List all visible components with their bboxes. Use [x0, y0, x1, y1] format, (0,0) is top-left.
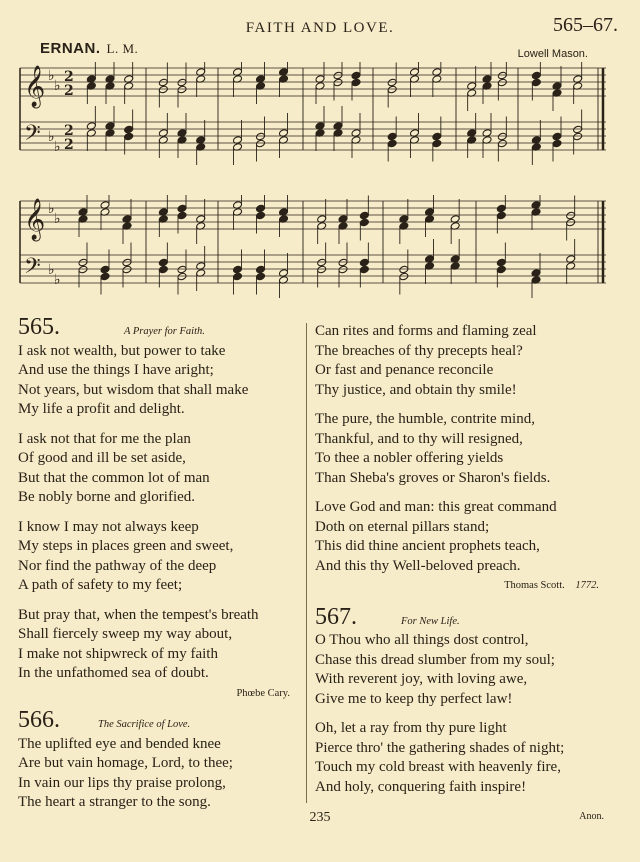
hymn-566-heading: [18, 707, 300, 735]
verse-line: Can rites and forms and flaming zeal: [315, 323, 537, 339]
verse-line: To thee a nobler offering yields: [315, 450, 504, 466]
svg-text:♭: ♭: [48, 262, 55, 278]
tune-name: [40, 40, 138, 57]
verse-line: And this thy Well-beloved preach.: [315, 557, 521, 574]
right-column: [315, 322, 605, 807]
hymn-range: 565–67.: [553, 14, 618, 36]
verse-line: Pierce thro' the gathering shades of night;: [315, 739, 565, 756]
svg-text:𝄞: 𝄞: [24, 66, 46, 107]
verse-line: But pray that, when the tempest's breath: [18, 606, 259, 623]
stanza: [18, 735, 300, 813]
hymn-565-title: A Prayer for Faith.: [124, 326, 205, 337]
verse-line: Or fast and penance reconcile: [315, 362, 494, 378]
hymn-567-heading: [315, 604, 605, 632]
svg-text:2: 2: [64, 137, 74, 153]
tune-title: ERNAN.: [40, 40, 101, 57]
svg-text:2: 2: [64, 123, 74, 139]
hymn-566-author: [315, 576, 599, 596]
hymn-566-author-name: Thomas Scott.: [504, 580, 565, 591]
verse-line: Than Sheba's groves or Sharon's fields.: [315, 469, 551, 486]
verse-line: I make not shipwreck of my faith: [18, 645, 218, 662]
verse-line: I know I may not always keep: [18, 518, 199, 535]
verse-line: Not years, but wisdom that shall make: [18, 381, 249, 398]
stanza: [18, 430, 300, 508]
svg-text:𝄢: 𝄢: [24, 121, 41, 151]
hymn-565-author: Phœbe Cary.: [236, 687, 290, 699]
stanza: [315, 322, 605, 400]
verse-line: But that the common lot of man: [18, 469, 210, 486]
verse-line: Thy justice, and obtain thy smile!: [315, 381, 517, 398]
verse-line: Nor find the pathway of the deep: [18, 557, 217, 574]
composer: Lowell Mason.: [517, 48, 588, 60]
verse-line: Of good and ill be set aside,: [18, 450, 186, 466]
verse-line: Oh, let a ray from thy pure light: [315, 720, 507, 736]
verse-line: I ask not wealth, but power to take: [18, 342, 226, 359]
stanza: [315, 498, 605, 576]
verse-line: The heart a stranger to the song.: [18, 794, 211, 810]
svg-text:♭: ♭: [54, 139, 61, 155]
page-number: 235: [309, 810, 331, 825]
verse-line: And use the things I have aright;: [18, 362, 214, 378]
svg-text:2: 2: [64, 83, 74, 99]
hymn-565-number: 565.: [18, 314, 60, 340]
hymn-567-author: Anon.: [579, 811, 604, 822]
svg-text:♭: ♭: [54, 211, 61, 227]
stanza: [18, 518, 300, 596]
svg-text:♭: ♭: [48, 68, 55, 84]
music-system-1: [18, 62, 608, 170]
svg-text:♭: ♭: [48, 129, 55, 145]
verse-line: Doth on eternal pillars stand;: [315, 518, 490, 535]
stanza: [18, 342, 300, 420]
verse-line: Love God and man: this great command: [315, 499, 557, 515]
verse-line: This did thine ancient prophets teach,: [315, 538, 540, 554]
stanza: [315, 410, 605, 488]
left-column: [18, 314, 300, 823]
verse-line: Are but vain homage, Lord, to thee;: [18, 755, 233, 771]
verse-line: My life a profit and delight.: [18, 401, 185, 417]
stanza: [18, 606, 300, 684]
verse-line: I ask not that for me the plan: [18, 430, 191, 447]
verse-line: Thankful, and to thy will resigned,: [315, 430, 523, 447]
hymn-566-year: 1772.: [575, 580, 599, 591]
page-heading: FAITH AND LOVE.: [245, 20, 395, 36]
stanza: [315, 631, 605, 709]
hymn-567-number: 567.: [315, 603, 357, 630]
svg-text:♭: ♭: [48, 201, 55, 217]
verse-line: A path of safety to my feet;: [18, 577, 183, 593]
svg-text:♭: ♭: [54, 272, 61, 288]
music-system-2: [18, 195, 608, 303]
verse-line: The uplifted eye and bended knee: [18, 735, 221, 752]
verse-line: Be nobly borne and glorified.: [18, 489, 196, 505]
svg-text:𝄞: 𝄞: [24, 199, 46, 240]
verse-line: In vain our lips thy praise prolong,: [18, 774, 226, 791]
verse-line: With reverent joy, with loving awe,: [315, 671, 528, 687]
hymn-567-title: For New Life.: [401, 615, 460, 627]
svg-text:2: 2: [64, 69, 74, 85]
verse-line: Shall fiercely sweep my way about,: [18, 626, 233, 642]
tune-meter: L. M.: [106, 41, 139, 56]
stanza: [315, 719, 605, 797]
svg-text:♭: ♭: [54, 78, 61, 94]
verse-line: And holy, conquering faith inspire!: [315, 778, 527, 795]
verse-line: O Thou who all things dost control,: [315, 632, 529, 648]
verse-line: Give me to keep thy perfect law!: [315, 690, 513, 707]
verse-line: The pure, the humble, contrite mind,: [315, 411, 535, 427]
hymn-566-title: The Sacrifice of Love.: [98, 719, 191, 730]
hymn-566-number: 566.: [18, 707, 60, 733]
column-divider: [306, 323, 307, 803]
verse-line: The breaches of thy precepts heal?: [315, 342, 523, 359]
verse-line: In the unfathomed sea of doubt.: [18, 665, 209, 681]
hymn-565-heading: [18, 314, 300, 342]
verse-line: Chase this dread slumber from my soul;: [315, 651, 555, 668]
verse-line: My steps in places green and sweet,: [18, 538, 234, 554]
svg-text:𝄢: 𝄢: [24, 254, 41, 284]
verse-line: Touch my cold breast with heavenly fire,: [315, 759, 561, 775]
